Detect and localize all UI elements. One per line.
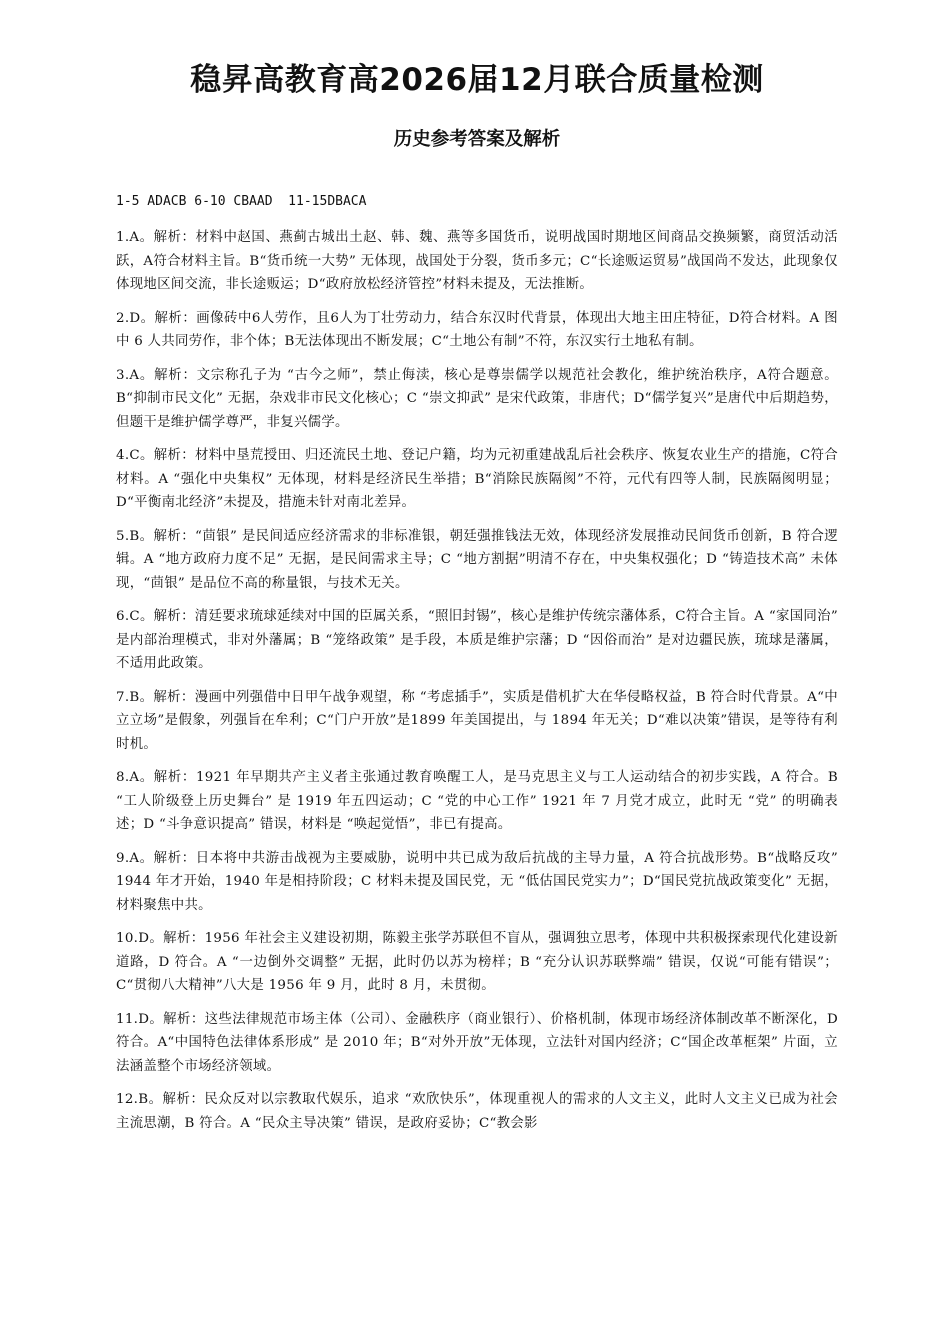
answer-item-3: 3.A。解析：文宗称孔子为 “古今之师”，禁止侮渎，核心是尊崇儒学以规范社会教化，维护统治秩序，A符合题意。B“抑制市民文化” 无据，杂戏非市民文化核心；C “崇文抑武” 是宋代政策，非唐代；D“儒学复兴”是唐代中后期趋势，但题干是维护儒学尊严，非复兴儒学。	[116, 367, 838, 430]
document-subtitle: 历史参考答案及解析	[393, 129, 561, 150]
answer-item-11: 11.D。解析：这些法律规范市场主体（公司）、金融秩序（商业银行）、价格机制，体现市场经济体制改革不断深化，D符合。A“中国特色法律体系形成” 是 2010 年；B“对外开放”无体现，立法针对国内经济；C“国企改革框架” 片面，立法涵盖整个市场经济领域。	[116, 1011, 838, 1074]
document-title: 稳昇高教育高2026届12月联合质量检测	[190, 62, 764, 98]
answer-item-8: 8.A。解析：1921 年早期共产主义者主张通过教育唤醒工人，是马克思主义与工人运动结合的初步实践，A 符合。B “工人阶级登上历史舞台” 是 1919 年五四运动；C “党的中心工作” 1921 年 7 月党才成立，此时无 “党” 的明确表述；D “斗争意识提高” 错误，材料是 “唤起觉悟”，非已有提高。	[116, 770, 838, 832]
answer-item-6: 6.C。解析：清廷要求琉球延续对中国的臣属关系，“照旧封锡”，核心是维护传统宗藩体系，C符合主旨。A “家国同治” 是内部治理模式，非对外藩属；B “笼络政策” 是手段，本质是维护宗藩；D “因俗而治” 是对边疆民族，琉球是藩属，不适用此政策。	[116, 609, 838, 671]
answer-item-5: 5.B。解析：“茴银” 是民间适应经济需求的非标准银，朝廷强推钱法无效，体现经济发展推动民间货币创新，B 符合逻辑。A “地方政府力度不足” 无据，是民间需求主导；C “地方割据”明清不存在，中央集权强化；D “铸造技术高” 未体现，“茴银” 是品位不高的称量银，与技术无关。	[116, 528, 838, 591]
answer-explanations	[116, 226, 838, 1135]
answer-item-10: 10.D。解析：1956 年社会主义建设初期，陈毅主张学苏联但不盲从，强调独立思考，体现中共积极探索现代化建设新道路，D 符合。A “一边倒外交调整” 无据，此时仍以苏为榜样；B “充分认识苏联弊端” 错误，仅说“可能有错误”；C“贯彻八大精神”八大是 1956 年 9 月，此时 8 月，未贯彻。	[116, 931, 838, 993]
answer-item-9: 9.A。解析：日本将中共游击战视为主要威胁，说明中共已成为敌后抗战的主导力量，A 符合抗战形势。B“战略反攻” 1944 年才开始，1940 年是相持阶段；C 材料未提及国民党，无 “低估国民党实力”；D“国民党抗战政策变化” 无据，材料聚焦中共。	[116, 850, 838, 913]
answer-item-4: 4.C。解析：材料中垦荒授田、归还流民土地、登记户籍，均为元初重建战乱后社会秩序、恢复农业生产的措施，C符合材料。A “强化中央集权” 无体现，材料是经济民生举措；B“消除民族隔阂”不符，元代有四等人制，民族隔阂明显；D“平衡南北经济”未提及，措施未针对南北差异。	[116, 448, 838, 510]
answer-item-7: 7.B。解析：漫画中列强借中日甲午战争观望，称 “考虑插手”，实质是借机扩大在华侵略权益，B 符合时代背景。A“中立立场”是假象，列强旨在牟利；C“门户开放”是1899 年美国提出，与 1894 年无关；D“难以决策”错误，是等待有利时机。	[116, 689, 838, 752]
answer-key-line: 1-5 ADACB 6-10 CBAAD 11-15DBACA	[116, 194, 367, 209]
answer-item-1: 1.A。解析：材料中赵国、燕蓟古城出土赵、韩、魏、燕等多国货币，说明战国时期地区间商品交换频繁，商贸活动活跃，A符合材料主旨。B“货币统一大势” 无体现，战国处于分裂，货币多元；C“长途贩运贸易”战国尚不发达，此现象仅体现地区间交流，非长途贩运；D“政府放松经济管控”材料未提及，无法推断。	[116, 230, 838, 292]
answer-item-2: 2.D。解析：画像砖中6人劳作，且6人为丁壮劳动力，结合东汉时代背景，体现出大地主田庄特征，D符合材料。A 图中 6 人共同劳作，非个体；B无法体现出不断发展；C“土地公有制”不符，东汉实行土地私有制。	[116, 310, 838, 349]
answer-item-12: 12.B。解析：民众反对以宗教取代娱乐，追求 “欢欣快乐”，体现重视人的需求的人文主义，此时人文主义已成为社会主流思潮，B 符合。A “民众主导决策” 错误，是政府妥协；C“教会影	[116, 1092, 838, 1131]
